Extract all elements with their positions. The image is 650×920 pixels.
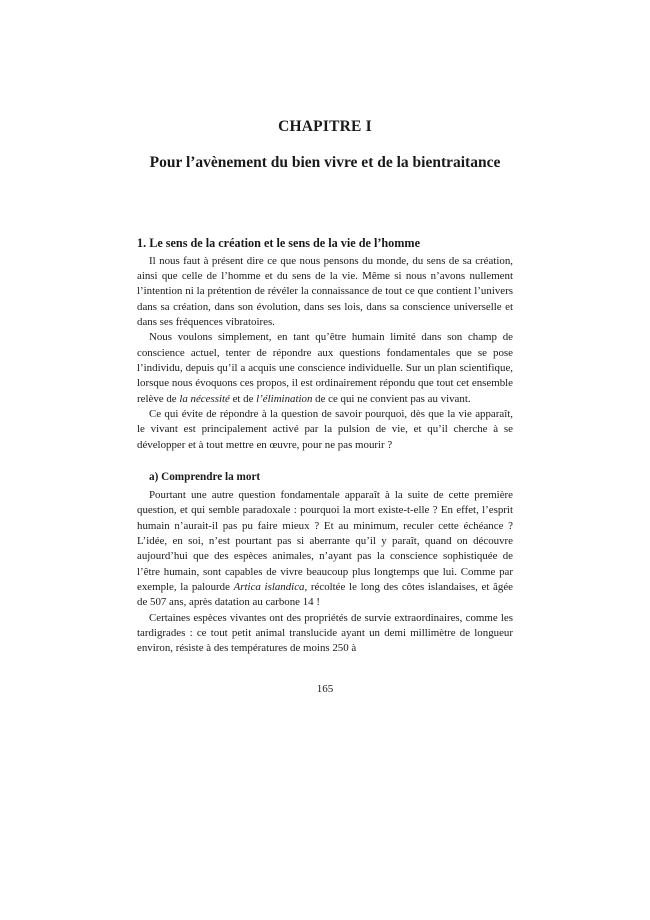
- paragraph: Il nous faut à présent dire ce que nous pensons du monde, du sens de sa création, ainsi que celle de l’homme et du sens de la vie. Même si nous n’avons nullement l’intention ni la prétention de révéler la connaissance de tout ce que contient l’univers dans sa création, dans son évolution, dans ses lois, dans sa conscience universelle et dans ses fréquences vibratoires.: [137, 254, 513, 328]
- paragraph: [137, 488, 513, 611]
- paragraph: [137, 330, 513, 407]
- chapter-title: CHAPITRE I: [278, 118, 372, 135]
- italic-term: la nécessité: [179, 392, 230, 405]
- section-heading: 1. Le sens de la création et le sens de la vie de l’homme: [137, 236, 420, 250]
- italic-term: Artica islandica: [233, 581, 305, 594]
- text-run: Pourtant une autre question fondamentale apparaît à la suite de cette première question, et qui semble paradoxale : pourquoi la mort existe-t-elle ? En effet, l’esprit humain n’aurait-il pas pu faire mieux ? Et au minimum, reculer cette échéance ? L’idée, en soi, n’est pourtant pas si aberrante qu’il y paraît, quand on découvre aujourd’hui que des espèces animales, n’ayant pas la conscience sophistiquée de l’être humain, sont capables de vivre beaucoup plus longtemps que lui. Comme par exemple, la palourde: [137, 488, 513, 594]
- text-run: Nous voulons simplement, en tant qu’être humain limité dans son champ de conscience actuel, tenter de répondre aux questions fondamentales que se pose l’individu, depuis qu’il a acquis une conscience individuelle. Sur un plan scientifique, lorsque nous évoquons ces propos, il est ordinairement répondu que tout cet ensemble relève de: [137, 331, 513, 405]
- text-run: et de: [229, 392, 257, 405]
- paragraph: Ce qui évite de répondre à la question de savoir pourquoi, dès que la vie apparaît, le vivant est principalement activé par la pulsion de vie, et qu’il cherche à se développer et à tout mettre en œuvre, pour ne pas mourir ?: [137, 407, 513, 451]
- chapter-subtitle: Pour l’avènement du bien vivre et de la bientraitance: [149, 154, 501, 171]
- text-run: de ce qui ne convient pas au vivant.: [312, 392, 471, 405]
- page-number: 165: [316, 683, 334, 695]
- text-run: , récoltée le long des côtes islandaises, et âgée de 507 ans, après datation au carbone 14 !: [137, 581, 513, 609]
- paragraph: Certaines espèces vivantes ont des propriétés de survie extraordinaires, comme les tardigrades : ce tout petit animal translucide ayant un demi millimètre de longueur environ, résiste à des températures de moins 250 à: [137, 611, 513, 655]
- body-text: [137, 236, 513, 657]
- italic-term: l’élimination: [256, 392, 313, 405]
- subsection-heading: a) Comprendre la mort: [149, 470, 261, 483]
